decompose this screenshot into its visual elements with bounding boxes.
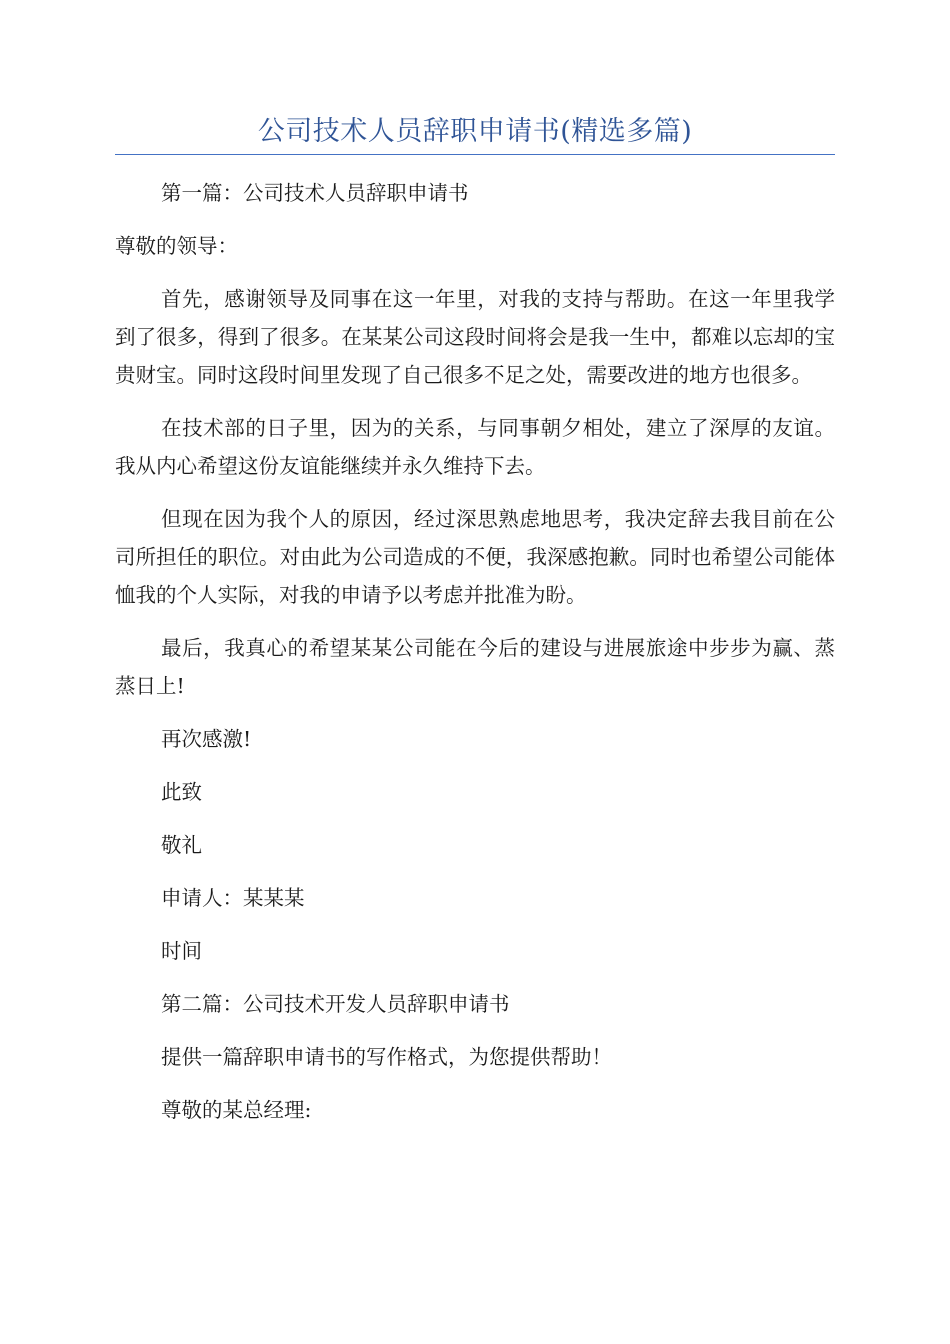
body-paragraph: 但现在因为我个人的原因，经过深思熟虑地思考，我决定辞去我目前在公司所担任的职位。对由此为公司造成的不便，我深感抱歉。同时也希望公司能体恤我的个人实际，对我的申请予以考虑并批准为盼。 <box>115 507 835 607</box>
closing-cizhi: 此致 <box>161 780 202 804</box>
salutation-2: 尊敬的某总经理: <box>161 1098 312 1122</box>
body-paragraph: 在技术部的日子里，因为的关系，与同事朝夕相处，建立了深厚的友谊。我从内心希望这份友谊能继续并永久维持下去。 <box>115 416 835 478</box>
date-line: 时间 <box>161 939 202 963</box>
salutation: 尊敬的领导： <box>115 234 238 258</box>
document-body <box>115 174 835 1144</box>
section-heading-2: 第二篇：公司技术开发人员辞职申请书 <box>161 992 510 1016</box>
closing-thanks: 再次感激! <box>161 727 252 751</box>
body-paragraph: 首先，感谢领导及同事在这一年里，对我的支持与帮助。在这一年里我学到了很多，得到了很多。在某某公司这段时间将会是我一生中，都难以忘却的宝贵财宝。同时这段时间里发现了自己很多不足之处，需要改进的地方也很多。 <box>115 287 835 387</box>
closing-jingli: 敬礼 <box>161 833 202 857</box>
section-heading-1: 第一篇：公司技术人员辞职申请书 <box>161 181 469 205</box>
applicant-line: 申请人：某某某 <box>161 886 305 910</box>
document-title: 公司技术人员辞职申请书(精选多篇) <box>257 116 693 147</box>
body-paragraph: 最后，我真心的希望某某公司能在今后的建设与进展旅途中步步为赢、蒸蒸日上! <box>115 636 835 698</box>
title-underline <box>115 154 835 155</box>
intro-line: 提供一篇辞职申请书的写作格式，为您提供帮助！ <box>161 1045 612 1069</box>
